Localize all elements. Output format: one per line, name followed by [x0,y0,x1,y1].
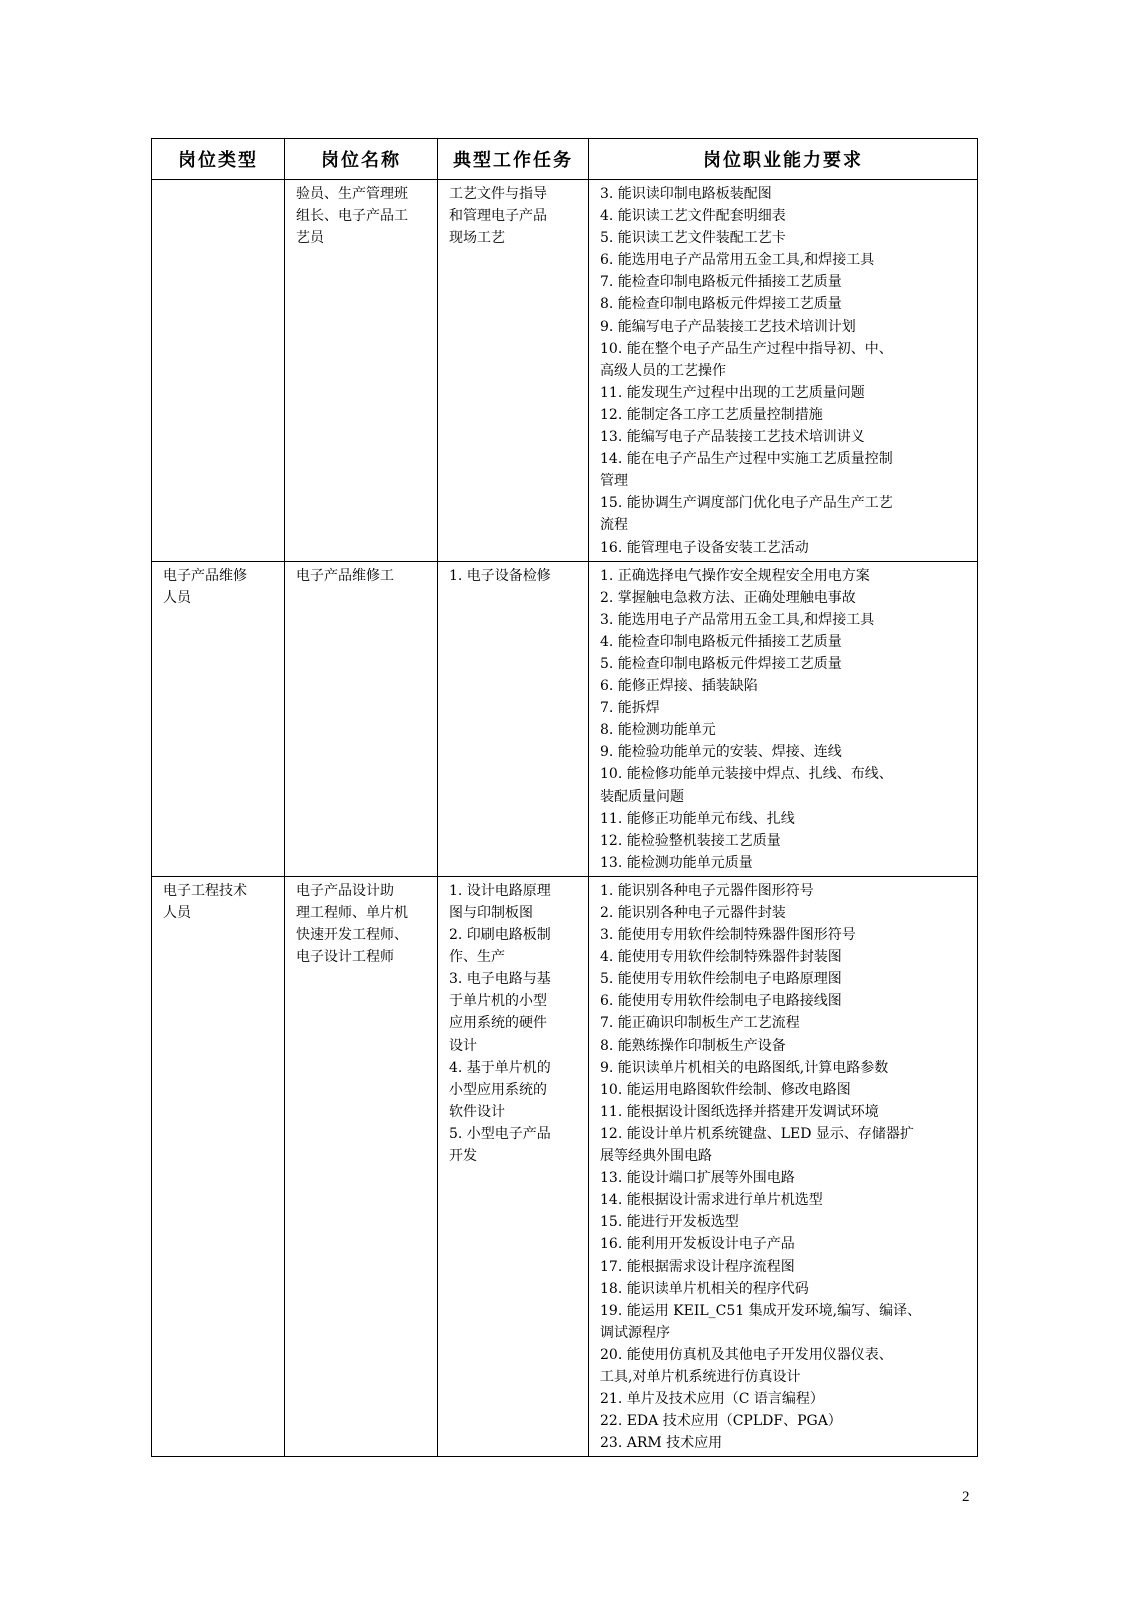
cell-text-line: 电子设计工程师 [296,949,394,966]
table-row [152,561,978,876]
cell-text-line: 验员、生产管理班 [296,186,408,202]
cell-text-line: 应用系统的硬件 [449,1015,547,1032]
cell-text-line: 软件设计 [449,1103,505,1120]
cell-text-line: 5. 能检查印制电路板元件焊接工艺质量 [600,655,842,672]
cell-text-line: 5. 能识读工艺文件装配工艺卡 [600,230,786,247]
cell-text-line: 13. 能检测功能单元质量 [600,854,753,871]
cell-text-line: 电子产品维修工 [296,567,394,584]
cell-text-line: 工具,对单片机系统进行仿真设计 [600,1368,801,1385]
cell-text-line: 6. 能使用专用软件绘制电子电路接线图 [600,993,842,1010]
cell-text-line: 12. 能设计单片机系统键盘、LED 显示、存储器扩 [600,1125,914,1142]
cell-text-line: 4. 能识读工艺文件配套明细表 [600,208,786,225]
cell-text-line: 1. 电子设备检修 [449,567,551,584]
header-ability-requirements: 岗位职业能力要求 [589,139,978,180]
cell-text-line: 5. 小型电子产品 [449,1125,551,1142]
cell-text-line: 2. 能识别各种电子元器件封装 [600,905,786,921]
cell-text-line: 17. 能根据需求设计程序流程图 [600,1258,795,1275]
cell-text-line: 4. 能检查印制电路板元件插接工艺质量 [600,633,842,650]
cell-text-line: 工艺文件与指导 [449,186,547,202]
cell-text-line: 现场工艺 [449,230,505,247]
cell-text-line: 9. 能识读单片机相关的电路图纸,计算电路参数 [600,1059,889,1076]
cell-text-line: 图与印制板图 [449,905,533,921]
cell-text-line: 1. 正确选择电气操作安全规程安全用电方案 [600,567,870,584]
table-row [152,180,978,562]
cell-text-line: 于单片机的小型 [449,993,547,1010]
cell-text-line: 8. 能熟练操作印制板生产设备 [600,1037,786,1054]
cell-text-line: 1. 能识别各种电子元器件图形符号 [600,882,814,899]
cell-text-line: 7. 能检查印制电路板元件插接工艺质量 [600,274,842,291]
cell-text-line: 14. 能在电子产品生产过程中实施工艺质量控制 [600,451,893,468]
cell-text-line: 开发 [449,1148,477,1165]
typical-tasks-cell [438,561,589,876]
cell-text-line: 小型应用系统的 [449,1081,547,1098]
header-job-type: 岗位类型 [152,139,285,180]
cell-text-line: 展等经典外围电路 [600,1148,712,1165]
ability-requirements-cell [589,180,978,562]
job-type-cell [152,561,285,876]
job-requirements-table [151,138,978,1457]
job-name-cell [285,876,438,1456]
cell-text-line: 16. 能管理电子设备安装工艺活动 [600,539,809,556]
cell-text-line: 10. 能运用电路图软件绘制、修改电路图 [600,1081,851,1098]
cell-text-line: 3. 能选用电子产品常用五金工具,和焊接工具 [600,611,875,628]
cell-text-line: 8. 能检查印制电路板元件焊接工艺质量 [600,296,842,313]
cell-text-line: 人员 [163,905,191,921]
cell-text-line: 15. 能协调生产调度部门优化电子产品生产工艺 [600,495,893,512]
cell-text-line: 3. 能识读印制电路板装配图 [600,186,772,202]
cell-text-line: 和管理电子产品 [449,208,547,225]
cell-text-line: 1. 设计电路原理 [449,882,551,899]
cell-text-line: 理工程师、单片机 [296,905,408,921]
cell-text-line: 11. 能修正功能单元布线、扎线 [600,810,795,827]
cell-text-line: 18. 能识读单片机相关的程序代码 [600,1280,809,1297]
cell-text-line: 15. 能进行开发板选型 [600,1214,739,1231]
cell-text-line: 3. 电子电路与基 [449,971,551,988]
job-name-cell [285,180,438,562]
cell-text-line: 设计 [449,1037,477,1054]
cell-text-line: 21. 单片及技术应用（C 语言编程） [600,1391,824,1408]
cell-text-line: 装配质量问题 [600,788,684,805]
cell-text-line: 22. EDA 技术应用（CPLDF、PGA） [600,1413,842,1430]
cell-text-line: 流程 [600,517,628,534]
table-row [152,876,978,1456]
cell-text-line: 10. 能检修功能单元装接中焊点、扎线、布线、 [600,766,893,783]
cell-text-line: 5. 能使用专用软件绘制电子电路原理图 [600,971,842,988]
cell-text-line: 14. 能根据设计需求进行单片机选型 [600,1192,823,1209]
cell-text-line: 10. 能在整个电子产品生产过程中指导初、中、 [600,340,893,357]
cell-text-line: 4. 能使用专用软件绘制特殊器件封装图 [600,949,842,966]
cell-text-line: 高级人员的工艺操作 [600,362,726,379]
job-name-cell [285,561,438,876]
cell-text-line: 人员 [163,589,191,606]
cell-text-line: 16. 能利用开发板设计电子产品 [600,1236,795,1253]
cell-text-line: 调试源程序 [600,1324,670,1341]
ability-requirements-cell [589,876,978,1456]
typical-tasks-cell [438,876,589,1456]
cell-text-line: 管理 [600,473,628,490]
cell-text-line: 艺员 [296,230,324,247]
cell-text-line: 组长、电子产品工 [296,208,408,225]
cell-text-line: 7. 能拆焊 [600,700,660,717]
cell-text-line: 12. 能检验整机装接工艺质量 [600,832,781,849]
job-type-cell [152,876,285,1456]
cell-text-line: 23. ARM 技术应用 [600,1435,723,1452]
cell-text-line: 11. 能发现生产过程中出现的工艺质量问题 [600,384,865,401]
cell-text-line: 电子产品设计助 [296,882,394,899]
cell-text-line: 快速开发工程师、 [296,927,408,944]
page-number: 2 [962,1489,970,1505]
cell-text-line: 9. 能编写电子产品装接工艺技术培训计划 [600,318,856,335]
header-typical-tasks: 典型工作任务 [438,139,589,180]
cell-text-line: 20. 能使用仿真机及其他电子开发用仪器仪表、 [600,1346,893,1363]
table-header-row [152,139,978,180]
cell-text-line: 19. 能运用 KEIL_C51 集成开发环境,编写、编译、 [600,1302,922,1319]
table-body [152,180,978,1457]
cell-text-line: 2. 掌握触电急救方法、正确处理触电事故 [600,589,856,606]
cell-text-line: 电子产品维修 [163,567,247,584]
cell-text-line: 电子工程技术 [163,882,247,899]
cell-text-line: 9. 能检验功能单元的安装、焊接、连线 [600,744,842,761]
cell-text-line: 6. 能修正焊接、插装缺陷 [600,678,758,695]
ability-requirements-cell [589,561,978,876]
cell-text-line: 11. 能根据设计图纸选择并搭建开发调试环境 [600,1103,879,1120]
cell-text-line: 12. 能制定各工序工艺质量控制措施 [600,406,823,423]
cell-text-line: 2. 印刷电路板制 [449,927,551,944]
cell-text-line: 13. 能设计端口扩展等外围电路 [600,1170,795,1187]
job-type-cell [152,180,285,562]
cell-text-line: 6. 能选用电子产品常用五金工具,和焊接工具 [600,252,875,269]
header-job-name: 岗位名称 [285,139,438,180]
cell-text-line: 3. 能使用专用软件绘制特殊器件图形符号 [600,927,856,944]
typical-tasks-cell [438,180,589,562]
cell-text-line: 13. 能编写电子产品装接工艺技术培训讲义 [600,429,865,446]
cell-text-line: 4. 基于单片机的 [449,1059,551,1076]
cell-text-line: 8. 能检测功能单元 [600,722,716,739]
cell-text-line: 作、生产 [449,949,505,966]
cell-text-line: 7. 能正确识印制板生产工艺流程 [600,1015,800,1032]
